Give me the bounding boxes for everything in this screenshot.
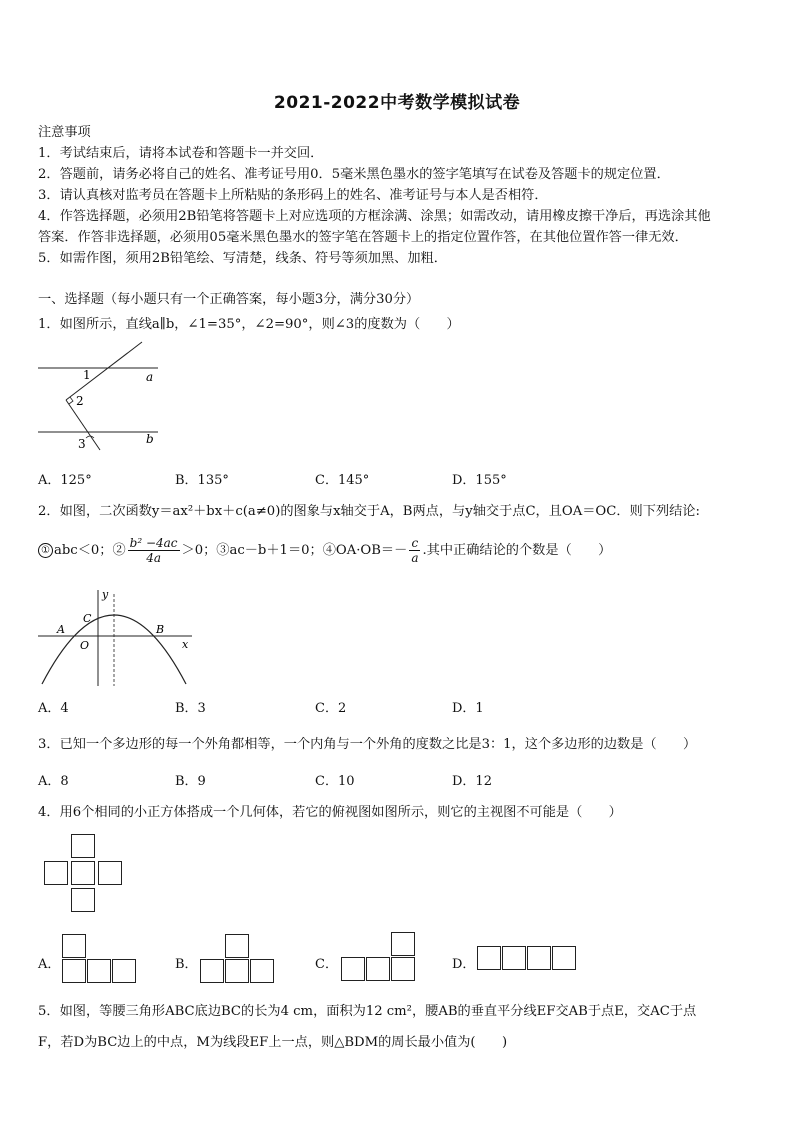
notice-item: 3．请认真核对监考员在答题卡上所粘贴的条形码上的姓名、准考证号与本人是否相符． [38,188,548,203]
circled-3: ③ [216,543,230,558]
top-view-cell [71,888,95,912]
front-view-cell [552,946,576,970]
q1-option-b[interactable]: B．135° [175,473,229,488]
question-2-conclusions [38,536,611,565]
notice-item: 5．如需作图，须用2B铅笔绘、写清楚，线条、符号等须加黑、加粗． [38,251,447,266]
front-view-cell [527,946,551,970]
line-b-label: b [146,432,154,446]
notice-item: 2．答题前，请务必将自己的姓名、准考证号用0．5毫米黑色墨水的签字笔填写在试卷及答题卡的规定位置． [38,167,670,182]
question-4-stem: 4．用6个相同的小正方体搭成一个几何体，若它的俯视图如图所示，则它的主视图不可能是（ ） [38,805,622,820]
top-view-cell [71,834,95,858]
circled-4: ④ [322,543,336,558]
x-axis-label: x [182,638,189,651]
q4-option-c-figure[interactable] [341,932,417,986]
conclusion-4-tail: .其中正确结论的个数是（ ） [422,543,612,558]
transversal-upper [66,342,142,400]
front-view-cell [112,959,136,983]
fraction-discriminant: $\frac{\text{b² −4ac}}{4a}$ [129,536,178,565]
front-view-cell [200,959,224,983]
q1-option-a[interactable]: A．125° [38,473,92,488]
q2-option-d[interactable]: D．1 [452,701,484,716]
conclusion-1: abc＜0； [54,543,113,558]
front-view-cell [250,959,274,983]
angle-1-label: 1 [83,368,91,382]
top-view-figure [44,834,124,916]
section-heading: 一、选择题（每小题只有一个正确答案，每小题3分，满分30分） [38,292,420,307]
front-view-cell [225,934,249,958]
q4-option-b-label[interactable]: B． [175,957,198,972]
angle-arc [86,436,94,438]
q4-option-c-label[interactable]: C． [315,957,338,972]
parallel-lines-figure [36,338,166,454]
top-view-cell [44,861,68,885]
conclusion-4: OA·OB＝－ [335,543,408,558]
top-view-cell [71,861,95,885]
q2-option-c[interactable]: C．2 [315,701,347,716]
y-axis-label: y [102,588,109,601]
notice-item: 4．作答选择题，必须用2B铅笔将答题卡上对应选项的方框涂满、涂黑；如需改动，请用橡皮擦干净后，再选涂其他 [38,209,711,224]
notice-item: 1．考试结束后，请将本试卷和答题卡一并交回． [38,146,324,161]
front-view-cell [62,959,86,983]
front-view-cell [366,957,390,981]
conclusion-3: ac－b＋1＝0； [229,543,323,558]
q3-option-b[interactable]: B．9 [175,774,206,789]
circled-2: ② [112,543,126,558]
conclusion-2-tail: ＞0； [181,543,217,558]
line-a-label: a [146,370,154,384]
q3-option-d[interactable]: D．12 [452,774,492,789]
front-view-cell [502,946,526,970]
page-title: 2021-2022中考数学模拟试卷 [273,93,521,113]
q4-option-d-figure[interactable] [477,946,579,972]
front-view-cell [62,934,86,958]
point-b-label: B [156,623,165,636]
front-view-cell [87,959,111,983]
notice-heading: 注意事项 [38,125,91,140]
right-angle-mark [69,397,73,404]
angle-2-label: 2 [76,394,84,408]
q1-option-c[interactable]: C．145° [315,473,370,488]
question-1-stem: 1．如图所示，直线a∥b，∠1=35°，∠2=90°，则∠3的度数为（ ） [38,317,460,332]
q4-option-a-label[interactable]: A． [38,957,61,972]
angle-3-label: 3 [78,437,86,451]
question-5-line-1: 5．如图，等腰三角形ABC底边BC的长为4 cm，面积为12 cm²，腰AB的垂直平分线EF交AB于点E，交AC于点 [38,1004,697,1019]
circled-1: ① [38,543,53,558]
front-view-cell [477,946,501,970]
q4-option-b-figure[interactable] [200,934,276,986]
front-view-cell [391,957,415,981]
origin-label: O [80,639,90,652]
q1-option-d[interactable]: D．155° [452,473,507,488]
q4-option-d-label[interactable]: D． [452,957,476,972]
front-view-cell [225,959,249,983]
point-c-label: C [83,612,92,625]
question-2-stem: 2．如图，二次函数y＝ax²＋bx＋c(a≠0)的图象与x轴交于A，B两点，与y轴交于点C，且OA＝OC．则下列结论: [38,504,700,519]
q3-option-a[interactable]: A．8 [38,774,69,789]
top-view-cell [98,861,122,885]
q2-option-a[interactable]: A．4 [38,701,69,716]
q3-option-c[interactable]: C．10 [315,774,355,789]
question-5-line-2: F，若D为BC边上的中点，M为线段EF上一点，则△BDM的周长最小值为( ) [38,1035,508,1050]
fraction-c-over-a: $\frac{c}{a}$ [411,536,419,565]
point-a-label: A [57,623,65,636]
question-3-stem: 3．已知一个多边形的每一个外角都相等，一个内角与一个外角的度数之比是3：1，这个多边形的边数是（ ） [38,737,697,752]
q2-option-b[interactable]: B．3 [175,701,206,716]
front-view-cell [341,957,365,981]
notice-item: 答案．作答非选择题，必须用05毫米黑色墨水的签字笔在答题卡上的指定位置作答，在其他位置作答一律无效． [38,230,688,245]
q4-option-a-figure[interactable] [62,934,138,986]
parabola-figure [36,586,196,690]
front-view-cell [391,932,415,956]
